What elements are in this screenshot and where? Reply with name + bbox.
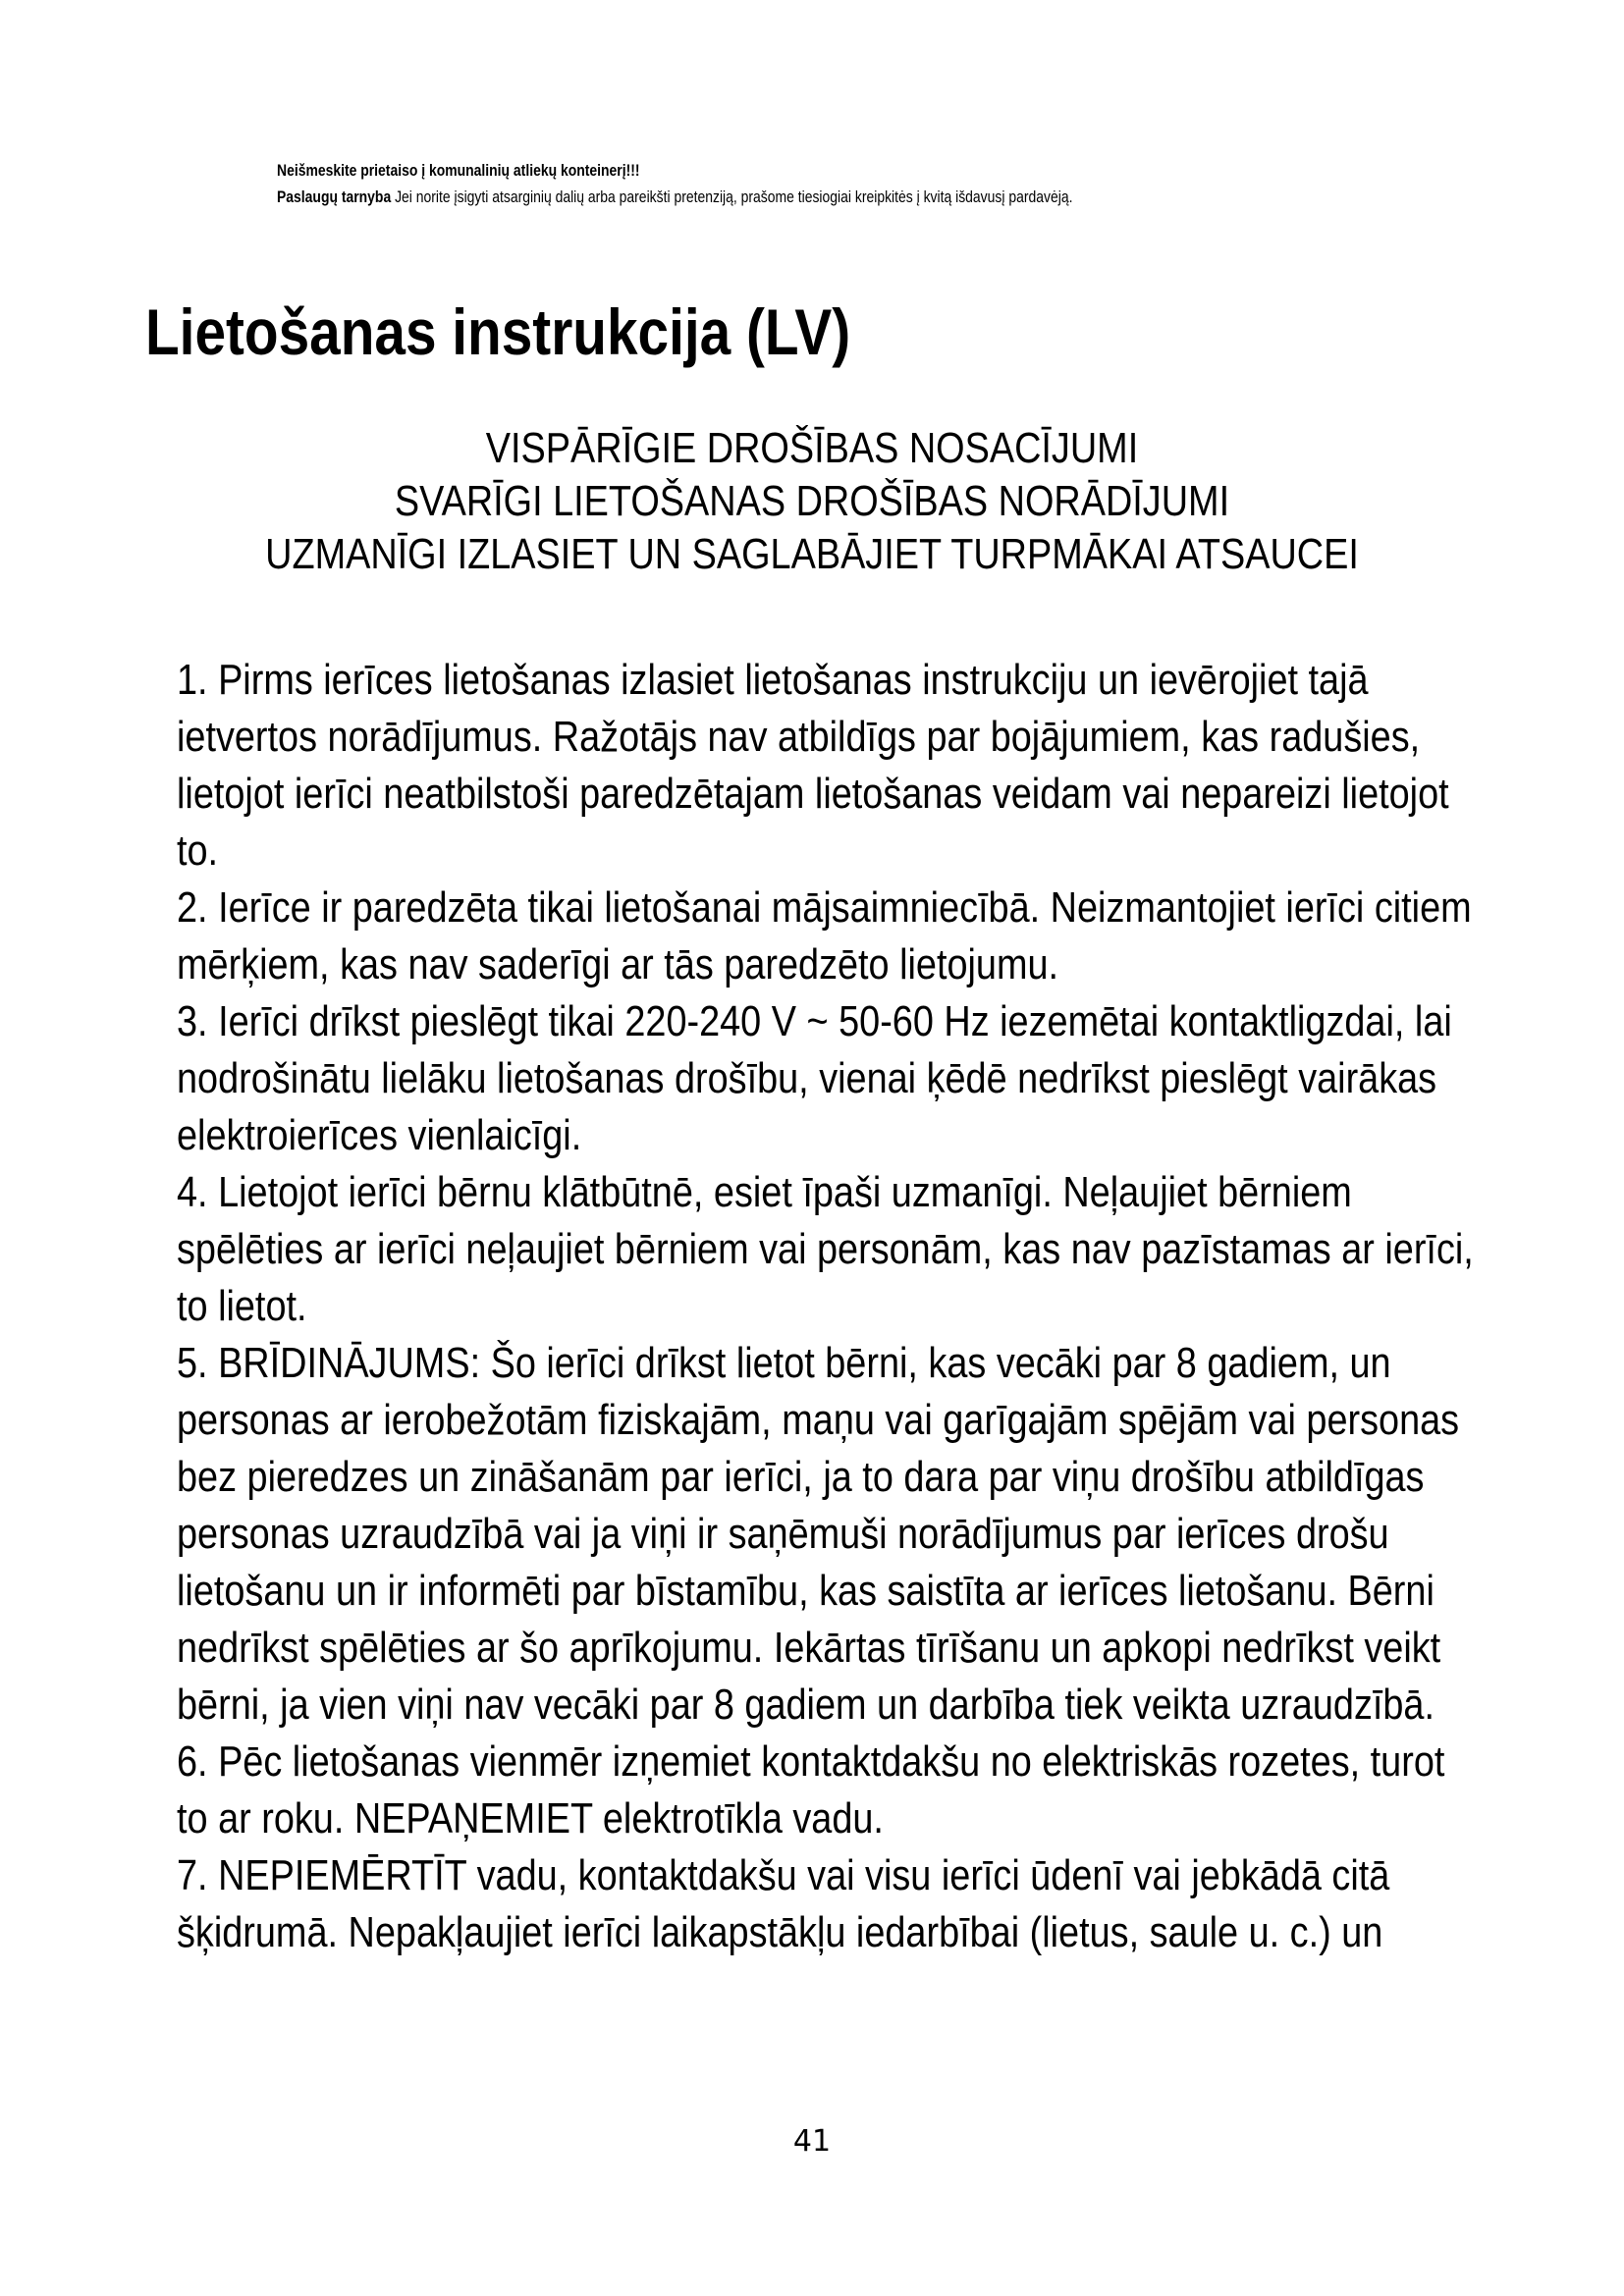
- instructions-body: [177, 652, 1477, 1961]
- instruction-paragraph-2: 2. Ierīce ir paredzēta tikai lietošanai mājsaimniecībā. Neizmantojiet ierīci citiem mērķiem, kas nav saderīgi ar tās paredzēto lietojumu.: [177, 883, 1472, 988]
- header-note-service-label: Paslaugų tarnyba: [277, 187, 392, 206]
- header-note: [277, 157, 1283, 210]
- safety-header-line: SVARĪGI LIETOŠANAS DROŠĪBAS NORĀDĪJUMI: [394, 477, 1230, 525]
- header-note-line-1: [277, 157, 1283, 184]
- header-note-warning: Neišmeskite prietaiso į komunalinių atliekų konteinerį!!!: [277, 161, 640, 180]
- instruction-paragraph-6: 6. Pēc lietošanas vienmēr izņemiet kontaktdakšu no elektriskās rozetes, turot to ar roku. NEPAŅEMIET elektrotīkla vadu.: [177, 1737, 1445, 1842]
- safety-header-line: UZMANĪGI IZLASIET UN SAGLABĀJIET TURPMĀKAI ATSAUCEI: [265, 530, 1359, 578]
- header-note-line-2: [277, 184, 1283, 210]
- safety-header: [0, 422, 1624, 581]
- instruction-paragraph-4: 4. Lietojot ierīci bērnu klātbūtnē, esiet īpaši uzmanīgi. Neļaujiet bērniem spēlēties ar ierīci neļaujiet bērniem vai personām, kas nav pazīstamas ar ierīci, to lietot.: [177, 1168, 1474, 1330]
- page-number: 41: [792, 2124, 832, 2159]
- safety-header-line: VISPĀRĪGIE DROŠĪBAS NOSACĪJUMI: [485, 424, 1139, 472]
- instruction-paragraph-7: 7. NEPIEMĒRTĪT vadu, kontaktdakšu vai visu ierīci ūdenī vai jebkādā citā šķidrumā. Nepakļaujiet ierīci laikapstākļu iedarbībai (lietus, saule u. c.) un: [177, 1851, 1390, 1956]
- instruction-paragraph-3: 3. Ierīci drīkst pieslēgt tikai 220-240 V ~ 50-60 Hz iezemētai kontaktligzdai, lai nodrošinātu lielāku lietošanas drošību, vienai ķēdē nedrīkst pieslēgt vairākas elektroierīces vienlaicīgi.: [177, 997, 1452, 1159]
- instruction-paragraph-1: 1. Pirms ierīces lietošanas izlasiet lietošanas instrukciju un ievērojiet tajā ietvertos norādījumus. Ražotājs nav atbildīgs par bojājumiem, kas radušies, lietojot ierīci neatbilstoši paredzētajam lietošanas veidam vai nepareizi lietojot to.: [177, 656, 1449, 875]
- page-title: Lietošanas instrukcija (LV): [145, 295, 851, 368]
- instruction-paragraph-5: 5. BRĪDINĀJUMS: Šo ierīci drīkst lietot bērni, kas vecāki par 8 gadiem, un personas ar ierobežotām fiziskajām, maņu vai garīgajām spējām vai personas bez pieredzes un zināšanām par ierīci, ja to dara par viņu drošību atbildīgas personas uzraudzībā vai ja viņi ir saņēmuši norādījumus par ierīces drošu lietošanu un ir informēti par bīstamību, kas saistīta ar ierīces lietošanu. Bērni nedrīkst spēlēties ar šo aprīkojumu. Iekārtas tīrīšanu un apkopi nedrīkst veikt bērni, ja vien viņi nav vecāki par 8 gadiem un darbība tiek veikta uzraudzībā.: [177, 1339, 1460, 1729]
- header-note-service-text: Jei norite įsigyti atsarginių dalių arba pareikšti pretenziją, prašome tiesiogiai kreipkitės į kvitą išdavusį pardavėją.: [391, 187, 1073, 206]
